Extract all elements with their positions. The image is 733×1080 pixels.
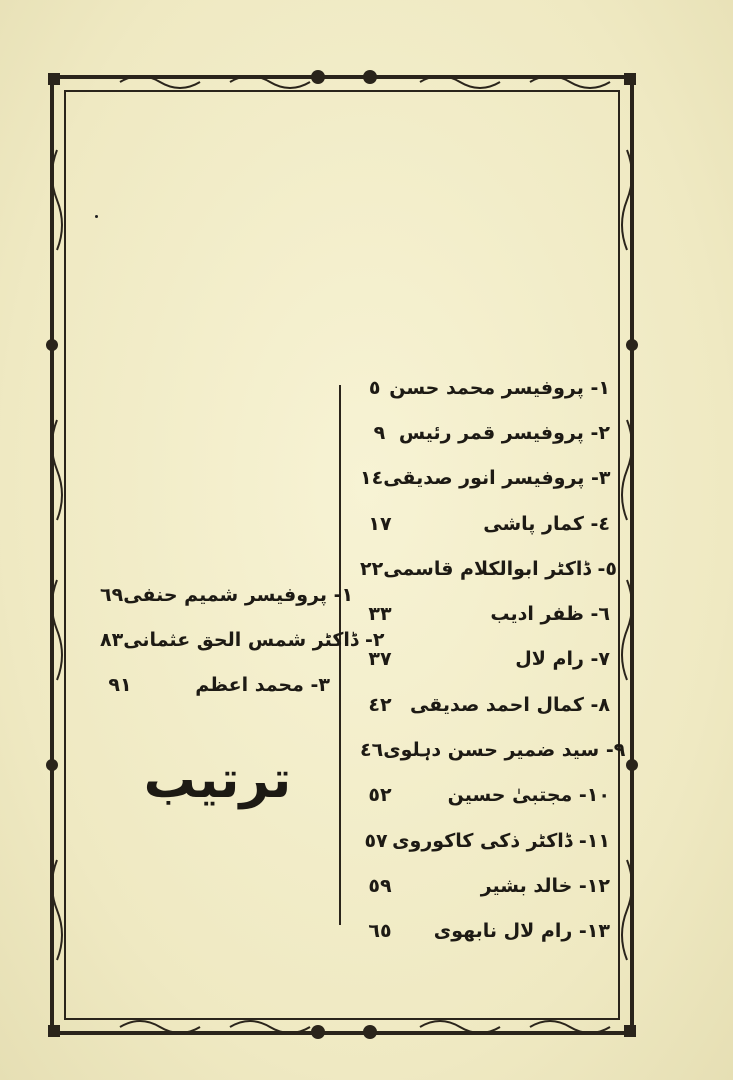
toc-page-number: ٢٢ — [360, 557, 384, 580]
toc-entry-title: ٥- ڈاکٹر ابوالکلام قاسمی — [383, 557, 617, 580]
toc-entry-title: ١١- ڈاکٹر ذکی کاکوروی — [392, 829, 610, 852]
toc-entry-title: ٧- رام لال — [515, 648, 610, 671]
toc-entry-title: ١- پروفیسر شمیم حنفی — [123, 583, 354, 606]
ink-speck — [95, 215, 98, 218]
toc-page-number: ٦٩ — [100, 583, 124, 606]
toc-entry-title: ١٠- مجتبیٰ حسین — [447, 784, 610, 807]
toc-entry — [360, 365, 610, 410]
toc-page-number: ٣٧ — [368, 648, 392, 671]
toc-entry — [360, 410, 610, 455]
toc-entry-title: ٨- کمال احمد صدیقی — [409, 693, 610, 716]
toc-page-number: ٥٩ — [368, 874, 392, 897]
toc-page-number: ٥٢ — [368, 784, 392, 807]
column-divider — [339, 385, 341, 925]
toc-entry — [360, 863, 610, 908]
toc-page-number: ٤٢ — [368, 693, 392, 716]
toc-page-number: ٣٣ — [368, 603, 392, 626]
toc-page-number: ٩ — [373, 421, 386, 444]
toc-entry-title: ٣- پروفیسر انور صدیقی — [383, 467, 611, 490]
toc-entry — [360, 727, 626, 772]
toc-page-number: ١٤ — [360, 467, 384, 490]
toc-entry-title: ١٣- رام لال نابھوی — [433, 920, 610, 943]
toc-entry-title: ١٢- خالد بشیر — [480, 874, 610, 897]
toc-entry — [360, 591, 610, 636]
toc-entry — [360, 682, 610, 727]
toc-entry — [360, 818, 610, 863]
toc-entry-title: ١- پروفیسر محمد حسن — [389, 376, 610, 399]
toc-page-number: ٩١ — [108, 674, 132, 697]
toc-page-number: ٦٥ — [368, 920, 392, 943]
toc-entry-title: ٢- پروفیسر قمر رئیس — [398, 421, 610, 444]
toc-entry-title: ٦- ظفر ادیب — [490, 603, 610, 626]
toc-entry — [360, 501, 610, 546]
toc-entry-title: ٢- ڈاکٹر شمس الحق عثمانی — [123, 628, 385, 651]
toc-page-number: ٥ — [368, 376, 381, 399]
toc-entry — [360, 637, 610, 682]
toc-page-number: ١٧ — [368, 512, 392, 535]
toc-page-number: ٤٦ — [360, 739, 384, 762]
toc-page-number: ٥٧ — [364, 829, 388, 852]
toc-entry-title: ٣- محمد اعظم — [195, 674, 330, 697]
toc-entry-title: ٩- سید ضمیر حسن دہلوی — [383, 739, 626, 762]
toc-entry — [360, 773, 610, 818]
toc-entry — [100, 617, 385, 662]
toc-entry — [100, 572, 354, 617]
toc-entry — [360, 456, 610, 501]
toc-right-column — [360, 365, 626, 954]
toc-entry — [360, 546, 617, 591]
toc-entry — [100, 663, 330, 708]
toc-entry-title: ٤- کمار پاشی — [483, 512, 610, 535]
toc-page-number: ٨٣ — [100, 628, 124, 651]
contents-heading: ترتیب — [143, 750, 292, 810]
toc-entry — [360, 909, 610, 954]
